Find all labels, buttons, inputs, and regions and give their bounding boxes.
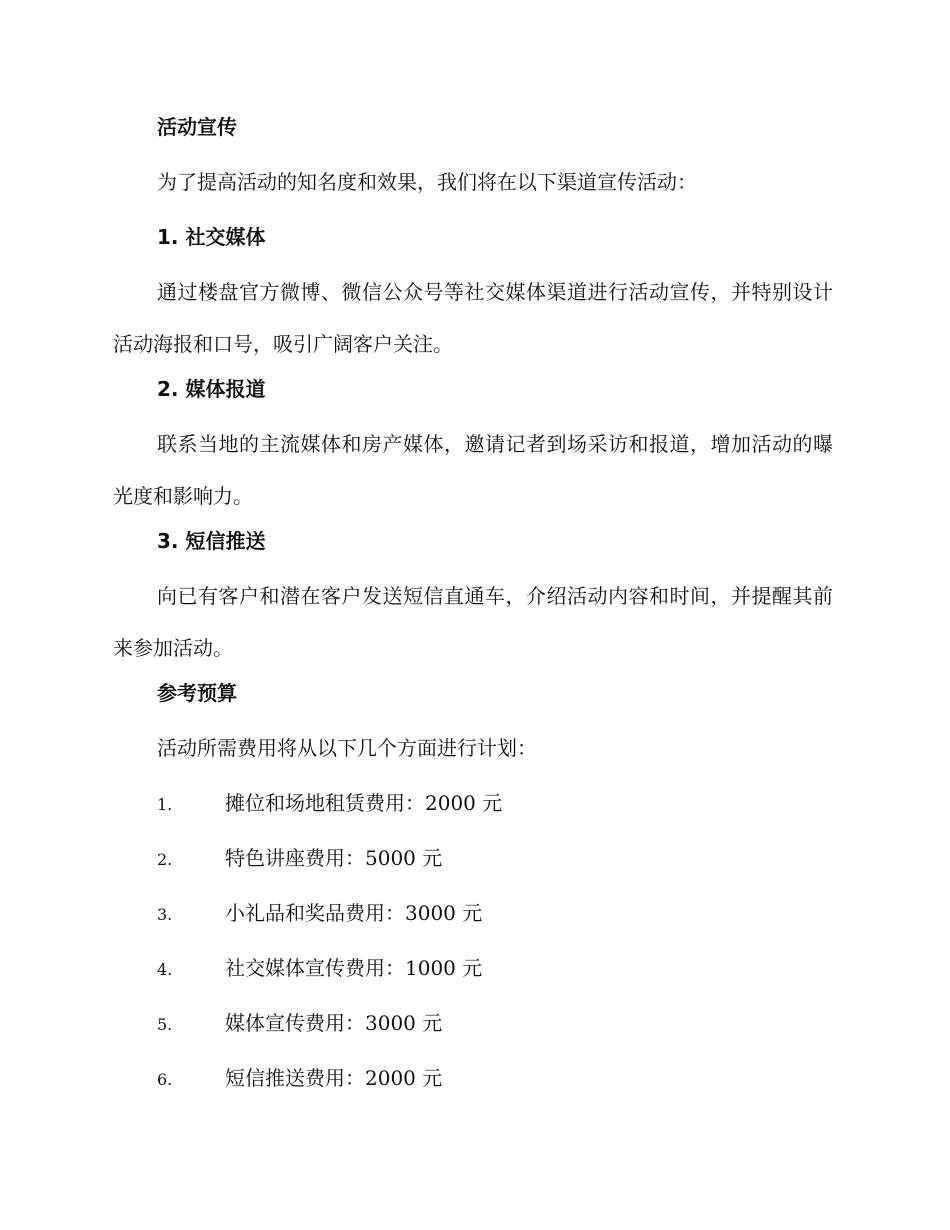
sms-push-paragraph: 向已有客户和潜在客户发送短信直通车，介绍活动内容和时间，并提醒其前来参加活动。 [113, 584, 833, 660]
social-media-paragraph: 通过楼盘官方微博、微信公众号等社交媒体渠道进行活动宣传，并特别设计活动海报和口号，吸引广阔客户关注。 [113, 280, 833, 356]
list-item-text: 社交媒体宣传费用：1000 元 [225, 956, 483, 980]
list-item-text: 特色讲座费用：5000 元 [225, 846, 443, 870]
list-item [157, 954, 482, 984]
list-item-number: 4. [157, 960, 173, 979]
media-report-paragraph: 联系当地的主流媒体和房产媒体，邀请记者到场采访和报道，增加活动的曝光度和影响力。 [113, 432, 833, 508]
list-item-text: 短信推送费用：2000 元 [225, 1066, 443, 1090]
list-item [157, 844, 442, 874]
list-item [157, 899, 482, 929]
social-media-heading: 1. 社交媒体 [157, 225, 266, 249]
budget-heading: 参考预算 [157, 681, 237, 705]
list-item-number: 3. [157, 905, 173, 924]
list-item-text: 小礼品和奖品费用：3000 元 [225, 901, 483, 925]
sms-push-heading: 3. 短信推送 [157, 529, 266, 553]
promo-intro: 为了提高活动的知名度和效果，我们将在以下渠道宣传活动： [157, 170, 697, 194]
list-item-text: 摊位和场地租赁费用：2000 元 [225, 791, 503, 815]
list-item-text: 媒体宣传费用：3000 元 [225, 1011, 443, 1035]
list-item-number: 6. [157, 1070, 173, 1089]
list-item-number: 2. [157, 850, 173, 869]
media-report-heading: 2. 媒体报道 [157, 377, 266, 401]
list-item [157, 789, 502, 819]
list-item [157, 1009, 442, 1039]
budget-intro: 活动所需费用将从以下几个方面进行计划： [157, 736, 537, 760]
list-item [157, 1064, 442, 1094]
promo-heading: 活动宣传 [157, 115, 237, 139]
list-item-number: 1. [157, 795, 173, 814]
list-item-number: 5. [157, 1015, 173, 1034]
